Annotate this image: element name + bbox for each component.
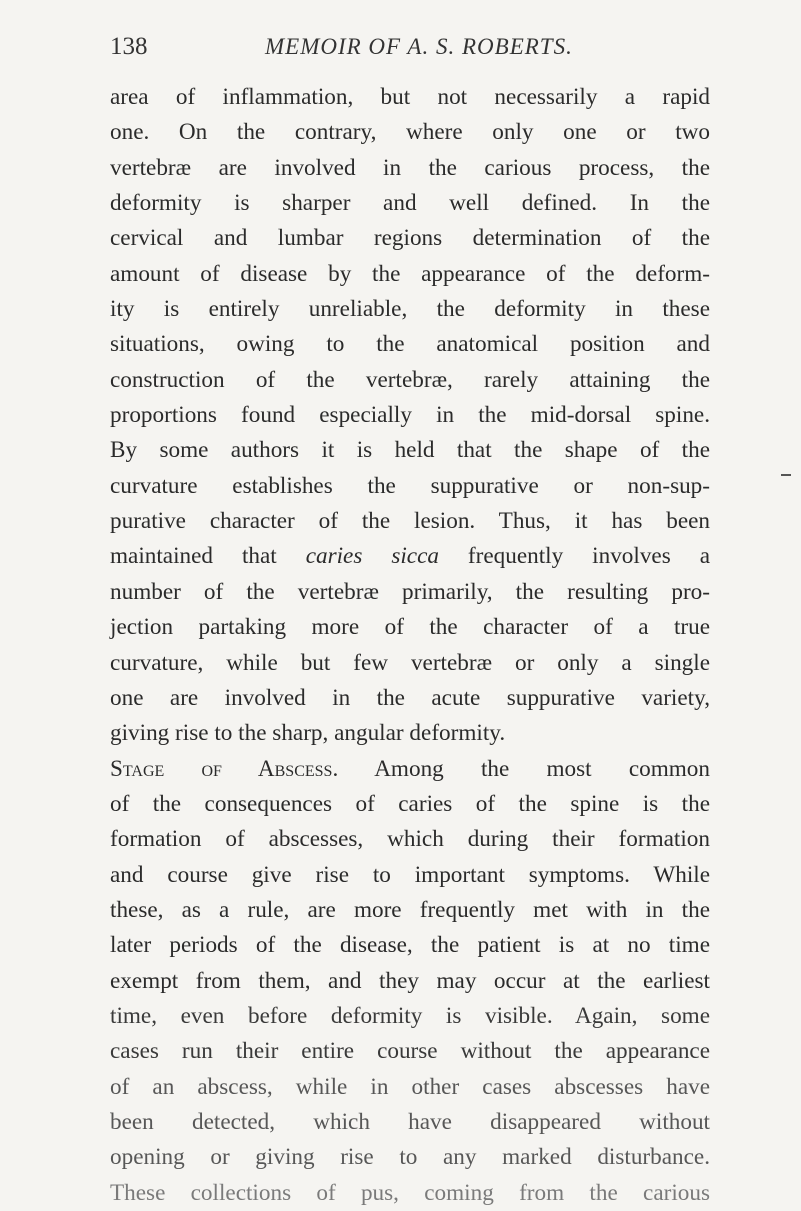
text-line: construction of the vertebræ, rarely attaining the — [110, 366, 710, 393]
text-line: of the consequences of caries of the spine is the — [110, 790, 710, 817]
page-number: 138 — [110, 33, 148, 60]
text-line: proportions found especially in the mid-dorsal spine. — [110, 402, 710, 429]
text-line: jection partaking more of the character of a true — [110, 614, 710, 641]
text-line: ity is entirely unreliable, the deformity in these — [110, 296, 710, 323]
text-line: later periods of the disease, the patient is at no time — [110, 932, 710, 959]
running-title: MEMOIR OF A. S. ROBERTS. — [265, 34, 573, 59]
section-heading-line — [110, 752, 710, 787]
text-line-italic-phrase — [110, 539, 710, 574]
text-line: been detected, which have disappeared without — [110, 1108, 710, 1135]
line-segment: Among the most common — [338, 755, 710, 782]
text-line: opening or giving rise to any marked disturbance. — [110, 1144, 710, 1171]
text-line: vertebræ are involved in the carious process, the — [110, 154, 710, 181]
text-line: situations, owing to the anatomical position and — [110, 331, 710, 358]
italic-phrase: caries sicca — [305, 543, 439, 570]
text-line: cervical and lumbar regions determination of the — [110, 225, 710, 252]
text-line: time, even before deformity is visible. Again, some — [110, 1002, 710, 1029]
body-text — [110, 80, 710, 1211]
text-line: area of inflammation, but not necessarily a rapid — [110, 84, 710, 110]
line-segment: frequently involves a — [438, 543, 710, 570]
text-line: formation of abscesses, which during their formation — [110, 826, 710, 853]
text-line: curvature, while but few vertebræ or only a single — [110, 649, 710, 676]
line-segment: maintained that — [110, 543, 306, 570]
text-line: of an abscess, while in other cases abscesses have — [110, 1073, 710, 1100]
section-heading: Stage of Abscess. — [110, 755, 339, 782]
text-line: These collections of pus, coming from the carious — [110, 1179, 710, 1206]
text-line: amount of disease by the appearance of the deform- — [110, 260, 710, 287]
text-line: one. On the contrary, where only one or two — [110, 119, 710, 146]
text-line: and course give rise to important symptoms. While — [110, 861, 710, 888]
text-line: By some authors it is held that the shape of the — [110, 437, 710, 464]
text-line: cases run their entire course without the appearance — [110, 1038, 710, 1065]
text-line: exempt from them, and they may occur at the earliest — [110, 967, 710, 994]
margin-mark — [781, 474, 791, 476]
text-line: purative character of the lesion. Thus, it has been — [110, 508, 710, 535]
running-head — [110, 30, 710, 64]
text-line: curvature establishes the suppurative or non-sup- — [110, 472, 710, 499]
text-line: deformity is sharper and well defined. In the — [110, 190, 710, 217]
text-line: one are involved in the acute suppurative variety, — [110, 684, 710, 711]
text-line: these, as a rule, are more frequently met with in the — [110, 896, 710, 923]
text-line: number of the vertebræ primarily, the resulting pro- — [110, 578, 710, 605]
text-line: giving rise to the sharp, angular deformity. — [110, 720, 506, 747]
